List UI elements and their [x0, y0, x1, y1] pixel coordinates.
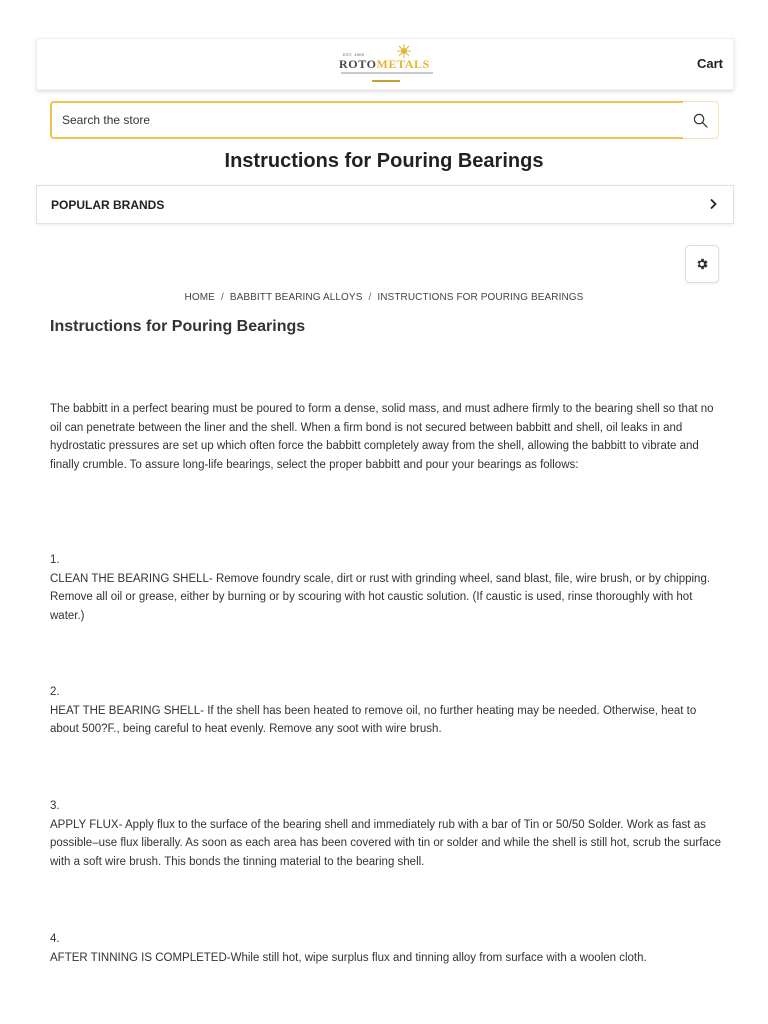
site-header — [36, 38, 734, 90]
logo-metals: METALS — [376, 57, 430, 71]
breadcrumb-separator: / — [368, 292, 372, 303]
step-text: CLEAN THE BEARING SHELL- Remove foundry scale, dirt or rust with grinding wheel, sand blast, file, wire brush, or by chipping. Remove all oil or grease, either by burning or by scouring with hot caustic solution. (If caustic is used, rinse thoroughly with hot water.) — [50, 572, 711, 622]
breadcrumb-current: INSTRUCTIONS FOR POURING BEARINGS — [377, 292, 584, 303]
logo-wordmark — [339, 57, 435, 72]
breadcrumb — [0, 292, 768, 303]
logo-roto: ROTO — [339, 57, 377, 71]
chevron-right-icon — [709, 198, 717, 210]
rotometals-logo[interactable] — [339, 43, 435, 87]
article-step — [50, 930, 722, 967]
step-number: 2. — [50, 686, 60, 698]
step-text: AFTER TINNING IS COMPLETED-While still hot, wipe surplus flux and tinning alloy from surface with a woolen cloth. — [50, 951, 647, 964]
article-intro: The babbitt in a perfect bearing must be poured to form a dense, solid mass, and must adhere firmly to the bearing shell so that no oil can penetrate between the liner and the shell. When a firm bond is not secured between babbitt and shell, oil leaks in and hydrostatic pressures are set up which often force the babbitt completely away from the shell, allowing the babbitt to vibrate and finally crumble. To assure long-life bearings, select the proper babbitt and pour your bearings as follows: — [50, 403, 714, 471]
popular-brands-label: POPULAR BRANDS — [51, 198, 165, 212]
gear-icon — [695, 257, 709, 271]
step-text: HEAT THE BEARING SHELL- If the shell has been heated to remove oil, no further heating may be needed. Otherwise, heat to about 500?F., being careful to heat evenly. Remove any soot with wire brush. — [50, 704, 697, 736]
search-bar — [50, 101, 719, 139]
search-button[interactable] — [683, 101, 719, 139]
cart-link[interactable]: Cart — [696, 56, 723, 71]
logo-tagline-line — [341, 72, 433, 74]
logo-est: EST. 1909 — [343, 52, 365, 57]
article-step — [50, 797, 722, 871]
search-input[interactable] — [50, 101, 684, 139]
step-number: 3. — [50, 800, 60, 812]
article-title: Instructions for Pouring Bearings — [50, 318, 306, 335]
page-title: Instructions for Pouring Bearings — [224, 150, 544, 172]
article-step — [50, 683, 722, 739]
logo-small-line — [372, 80, 400, 82]
step-number: 1. — [50, 554, 60, 566]
search-icon — [693, 113, 708, 128]
step-text: APPLY FLUX- Apply flux to the surface of the bearing shell and immediately rub with a bar of Tin or 50/50 Solder. Work as fast as possible–use flux liberally. As soon as each area has been covered with tin or solder and while the shell is still hot, scrub the surface with a soft wire brush. This bonds the tinning material to the bearing shell. — [50, 818, 721, 868]
step-number: 4. — [50, 933, 60, 945]
sun-icon — [397, 44, 411, 58]
breadcrumb-home[interactable]: HOME — [184, 292, 215, 303]
article-step — [50, 551, 722, 625]
breadcrumb-babbitt-bearing-alloys[interactable]: BABBITT BEARING ALLOYS — [229, 292, 363, 303]
breadcrumb-separator: / — [220, 292, 224, 303]
popular-brands-toggle[interactable] — [36, 185, 734, 224]
settings-button[interactable] — [685, 245, 719, 283]
